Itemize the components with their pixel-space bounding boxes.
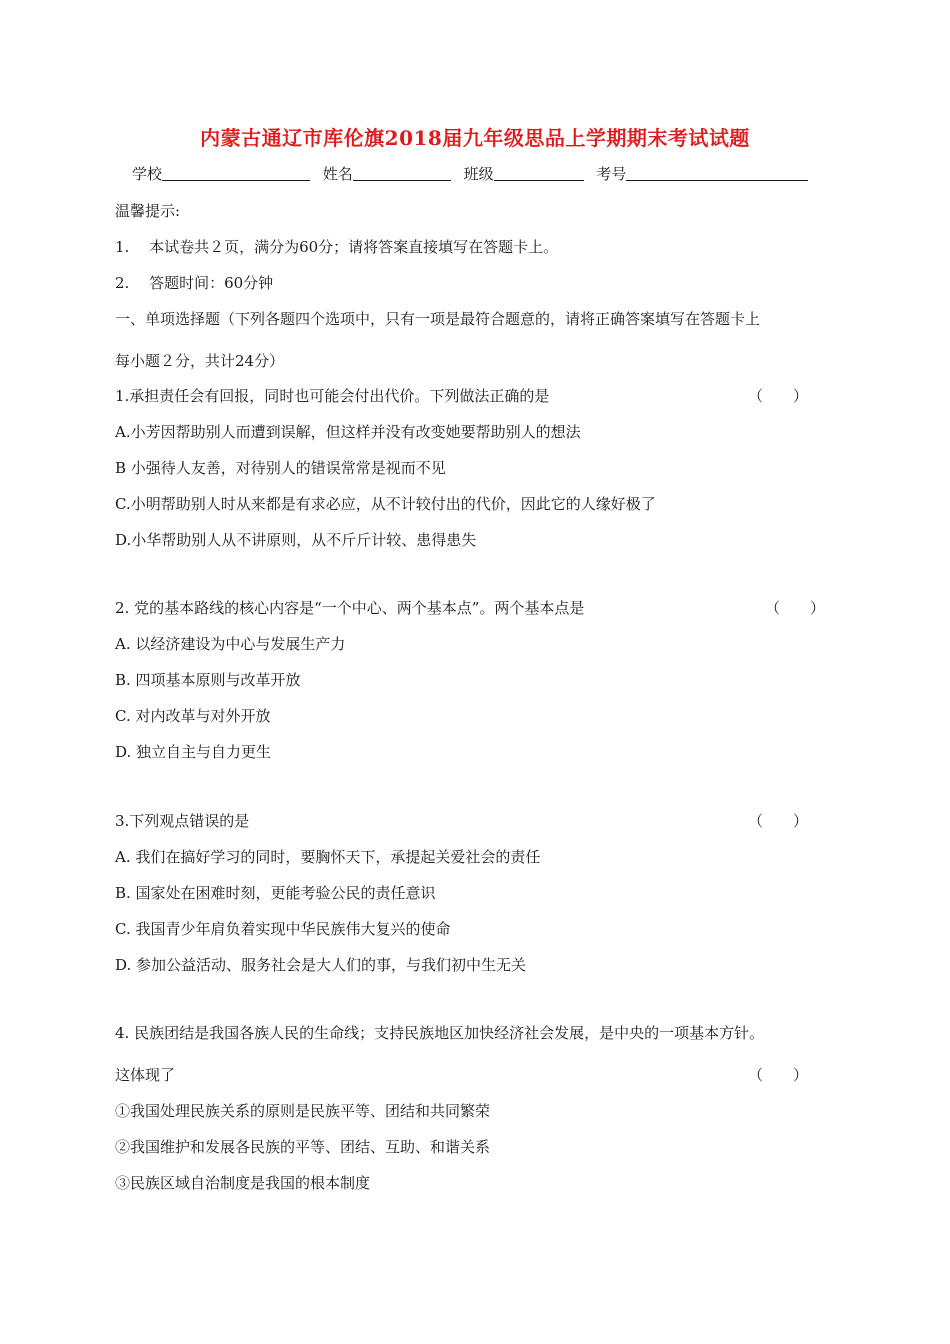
section-heading-cont: 每小题２分，共计24分）: [115, 352, 285, 370]
question-2-answer-blank[interactable]: （ ）: [765, 599, 826, 617]
class-label: 班级: [463, 165, 494, 183]
question-3-option-a: A. 我们在搞好学习的同时，要胸怀天下，承提起关爱社会的责任: [115, 848, 541, 866]
student-info-row: [132, 163, 816, 184]
question-2-stem: 2. 党的基本路线的核心内容是“一个中心、两个基本点”。两个基本点是: [115, 599, 585, 617]
question-1-option-d: D.小华帮助别人从不讲原则，从不斤斤计较、患得患失: [115, 531, 477, 549]
page-title: 内蒙古通辽市库伦旗2018届九年级思品上学期期末考试试题: [200, 126, 750, 150]
question-2-option-b: B. 四项基本原则与改革开放: [115, 671, 301, 689]
school-label: 学校: [132, 165, 163, 183]
question-1-option-b: B 小强待人友善，对待别人的错误常常是视而不见: [115, 459, 446, 477]
question-3-option-d: D. 参加公益活动、服务社会是大人们的事，与我们初中生无关: [115, 956, 527, 974]
question-2-option-c: C. 对内改革与对外开放: [115, 707, 271, 725]
question-4-statement-3: ③民族区域自治制度是我国的根本制度: [115, 1174, 371, 1192]
number-label: 考号: [596, 165, 627, 183]
question-3-answer-blank[interactable]: （ ）: [748, 812, 809, 830]
question-4-stem: 4. 民族团结是我国各族人民的生命线；支持民族地区加快经济社会发展，是中央的一项基本方针。: [115, 1024, 765, 1042]
question-1-answer-blank[interactable]: （ ）: [748, 387, 809, 405]
question-4-statement-2: ②我国维护和发展各民族的平等、团结、互助、和谐关系: [115, 1138, 491, 1156]
question-2-option-a: A. 以经济建设为中心与发展生产力: [115, 635, 346, 653]
question-4-answer-blank[interactable]: （ ）: [748, 1066, 809, 1084]
notice-item-1: 1. 本试卷共２页，满分为60分；请将答案直接填写在答题卡上。: [115, 238, 559, 256]
question-1-option-c: C.小明帮助别人时从来都是有求必应，从不计较付出的代价，因此它的人缘好极了: [115, 495, 656, 513]
name-label: 姓名: [322, 165, 353, 183]
number-field[interactable]: [626, 165, 808, 181]
question-4-stem-cont: 这体现了: [115, 1066, 176, 1084]
notice-heading: 温馨提示:: [115, 202, 181, 220]
name-field[interactable]: [353, 165, 451, 181]
question-3-stem: 3.下列观点错误的是: [115, 812, 250, 830]
question-3-option-b: B. 国家处在困难时刻，更能考验公民的责任意识: [115, 884, 436, 902]
question-2-option-d: D. 独立自主与自力更生: [115, 743, 272, 761]
notice-item-2: 2. 答题时间：60分钟: [115, 274, 274, 292]
question-1-option-a: A.小芳因帮助别人而遭到误解，但这样并没有改变她要帮助别人的想法: [115, 423, 581, 441]
question-1-stem: 1.承担责任会有回报，同时也可能会付出代价。下列做法正确的是: [115, 387, 550, 405]
question-3-option-c: C. 我国青少年肩负着实现中华民族伟大复兴的使命: [115, 920, 451, 938]
class-field[interactable]: [494, 165, 584, 181]
question-4-statement-1: ①我国处理民族关系的原则是民族平等、团结和共同繁荣: [115, 1102, 491, 1120]
school-field[interactable]: [162, 165, 310, 181]
section-heading: 一、单项选择题（下列各题四个选项中，只有一项是最符合题意的，请将正确答案填写在答题卡上: [115, 310, 761, 328]
